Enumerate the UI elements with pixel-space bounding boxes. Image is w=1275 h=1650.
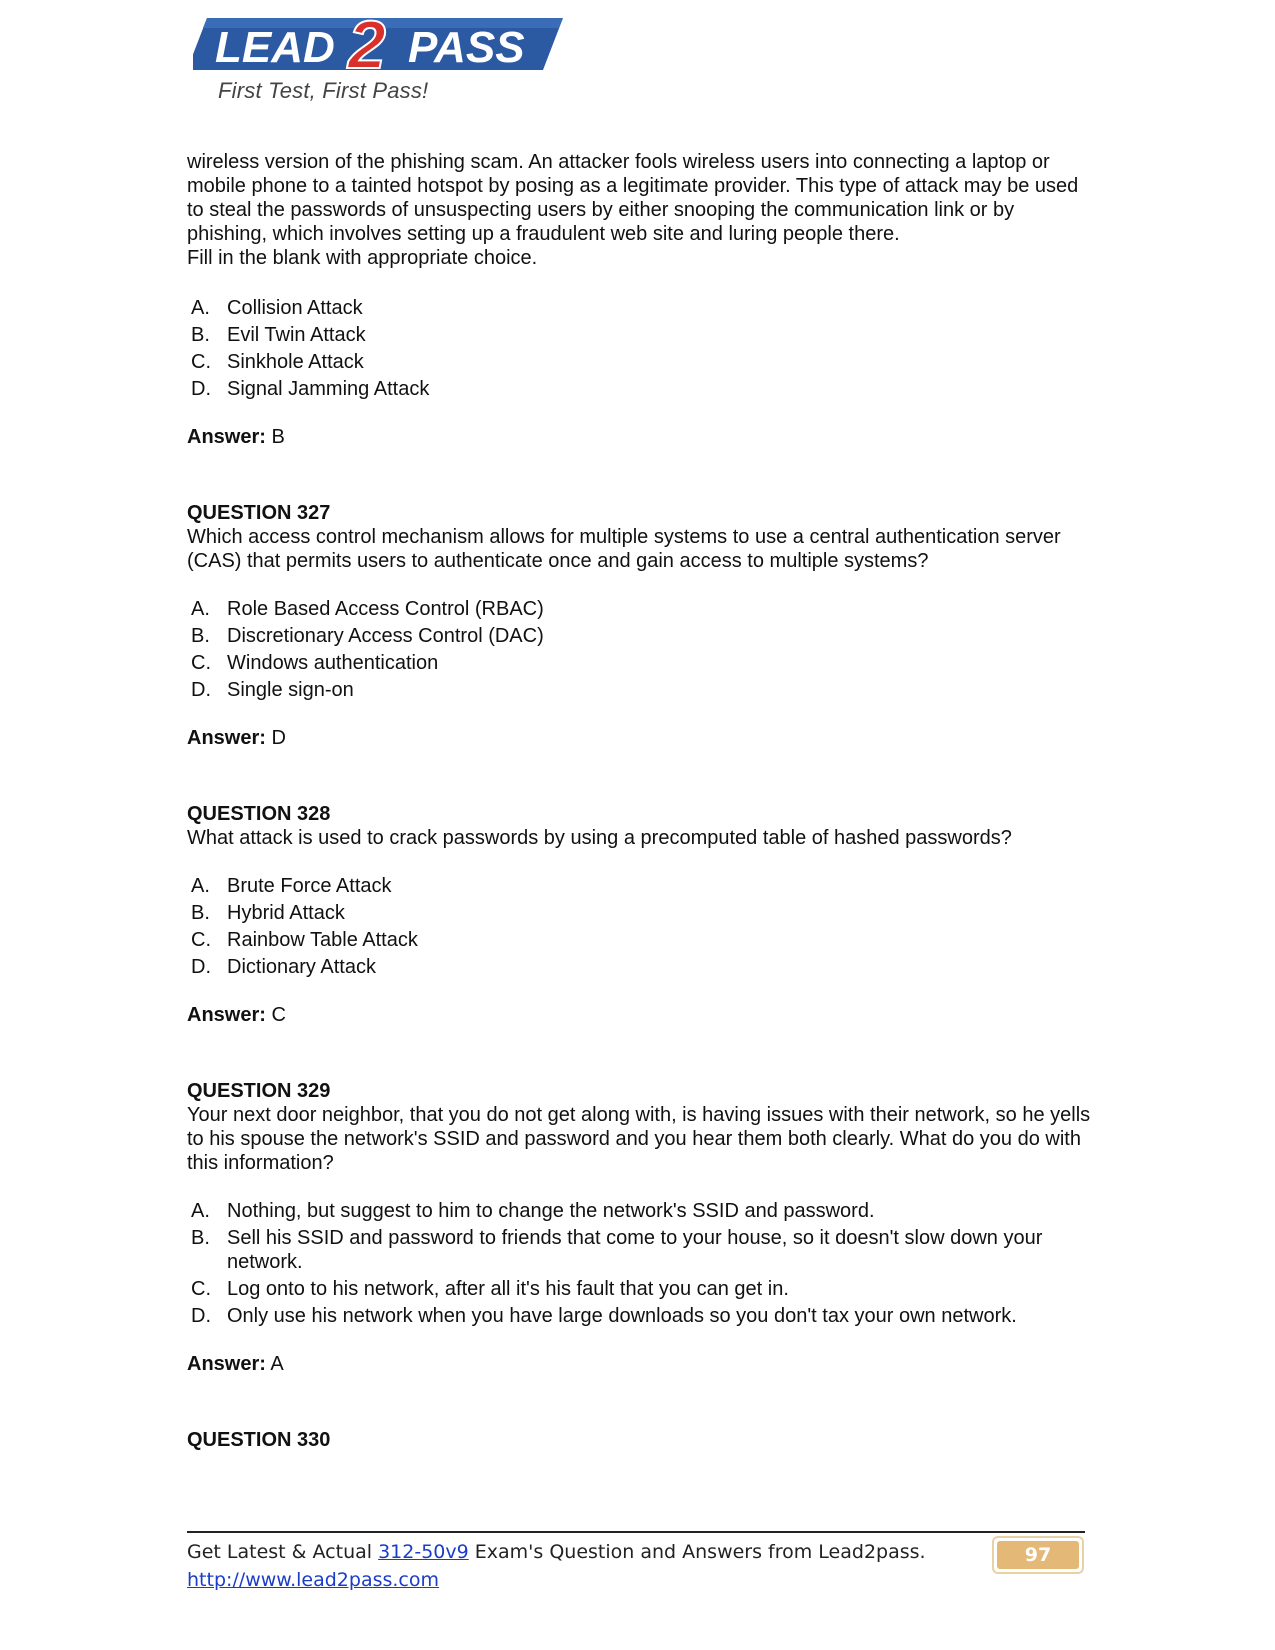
option-list (187, 296, 1097, 401)
option-text: Windows authentication (227, 652, 439, 674)
footer-suffix: Exam's Question and Answers from Lead2pass. (468, 1541, 926, 1563)
answer-value: B (271, 426, 285, 448)
option-text: Sinkhole Attack (227, 351, 364, 373)
answer-line (187, 425, 1097, 449)
footer-promo-line (187, 1538, 967, 1566)
question-instruction: Fill in the blank with appropriate choice. (187, 247, 538, 269)
question-text: wireless version of the phishing scam. An attacker fools wireless users into connecting a laptop or mobile phone to a tainted hotspot by posing as a legitimate provider. This type of attack may be used to steal the passwords of unsuspecting users by either snooping the communication link or by phishing, which involves setting up a fraudulent web site and luring people there. (187, 151, 1079, 245)
answer-label: Answer: (187, 727, 266, 749)
exam-code-link[interactable]: 312-50v9 (378, 1541, 469, 1563)
option-text: Single sign-on (227, 679, 354, 701)
option-item (187, 350, 1097, 374)
option-item (187, 928, 1097, 952)
option-item (187, 1226, 1097, 1274)
option-item (187, 1304, 1097, 1328)
footer-prefix: Get Latest & Actual (187, 1541, 379, 1563)
option-text: Brute Force Attack (227, 875, 392, 897)
answer-value: C (271, 1004, 286, 1026)
logo-banner (193, 6, 593, 81)
question-328 (187, 802, 1097, 1027)
answer-line (187, 1352, 1097, 1376)
option-letter: B. (191, 902, 210, 924)
question-text: Which access control mechanism allows for multiple systems to use a central authentication server (CAS) that permits users to authenticate once and gain access to multiple systems? (187, 526, 1061, 572)
option-letter: B. (191, 324, 210, 346)
option-letter: A. (191, 297, 210, 319)
question-text: Your next door neighbor, that you do not get along with, is having issues with their network, so he yells to his spouse the network's SSID and password and you hear them both clearly. What do you do with this information? (187, 1104, 1091, 1174)
logo-text-pass: PASS (408, 23, 525, 72)
answer-line (187, 1003, 1097, 1027)
logo-number: 2 (348, 7, 386, 81)
option-letter: C. (191, 1278, 211, 1300)
footer-divider (187, 1531, 1085, 1533)
option-letter: D. (191, 679, 211, 701)
option-letter: A. (191, 875, 210, 897)
answer-label: Answer: (187, 1353, 266, 1375)
option-item (187, 651, 1097, 675)
question-heading: QUESTION 329 (187, 1080, 331, 1102)
option-text: Discretionary Access Control (DAC) (227, 625, 544, 647)
option-item (187, 1199, 1097, 1223)
question-heading: QUESTION 327 (187, 502, 331, 524)
option-item (187, 323, 1097, 347)
answer-label: Answer: (187, 426, 266, 448)
option-list (187, 597, 1097, 702)
option-item (187, 874, 1097, 898)
footer-url-line (187, 1566, 967, 1594)
option-item (187, 678, 1097, 702)
answer-label: Answer: (187, 1004, 266, 1026)
question-text: What attack is used to crack passwords by using a precomputed table of hashed passwords? (187, 827, 1012, 849)
option-letter: B. (191, 1227, 210, 1249)
option-item (187, 955, 1097, 979)
option-text: Sell his SSID and password to friends that come to your house, so it doesn't slow down your network. (227, 1227, 1043, 1273)
question-continued (187, 150, 1097, 449)
document-body (187, 150, 1097, 1452)
option-text: Nothing, but suggest to him to change the network's SSID and password. (227, 1200, 875, 1222)
question-heading: QUESTION 330 (187, 1429, 331, 1451)
answer-value: A (270, 1353, 284, 1375)
option-letter: D. (191, 956, 211, 978)
footer (187, 1538, 967, 1594)
option-text: Dictionary Attack (227, 956, 376, 978)
lead2pass-logo (193, 6, 593, 111)
option-list (187, 874, 1097, 979)
option-letter: C. (191, 652, 211, 674)
option-letter: D. (191, 1305, 211, 1327)
option-letter: A. (191, 598, 210, 620)
option-letter: C. (191, 351, 211, 373)
logo-tagline: First Test, First Pass! (218, 78, 429, 103)
option-item (187, 1277, 1097, 1301)
option-text: Collision Attack (227, 297, 363, 319)
option-list (187, 1199, 1097, 1328)
option-letter: C. (191, 929, 211, 951)
question-heading: QUESTION 328 (187, 803, 331, 825)
question-327 (187, 501, 1097, 750)
answer-value: D (271, 727, 286, 749)
option-text: Rainbow Table Attack (227, 929, 418, 951)
question-329 (187, 1079, 1097, 1376)
option-item (187, 377, 1097, 401)
option-text: Log onto to his network, after all it's his fault that you can get in. (227, 1278, 789, 1300)
option-item (187, 597, 1097, 621)
option-letter: B. (191, 625, 210, 647)
option-text: Only use his network when you have large downloads so you don't tax your own network. (227, 1305, 1017, 1327)
option-text: Evil Twin Attack (227, 324, 366, 346)
page-number: 97 (997, 1541, 1079, 1569)
option-item (187, 296, 1097, 320)
option-item (187, 901, 1097, 925)
option-letter: D. (191, 378, 211, 400)
logo-text-lead: LEAD (215, 23, 335, 72)
website-link[interactable]: http://www.lead2pass.com (187, 1569, 440, 1591)
option-item (187, 624, 1097, 648)
answer-line (187, 726, 1097, 750)
page-number-badge (992, 1536, 1084, 1574)
option-text: Signal Jamming Attack (227, 378, 430, 400)
question-330 (187, 1428, 1097, 1452)
option-letter: A. (191, 1200, 210, 1222)
option-text: Role Based Access Control (RBAC) (227, 598, 544, 620)
option-text: Hybrid Attack (227, 902, 345, 924)
